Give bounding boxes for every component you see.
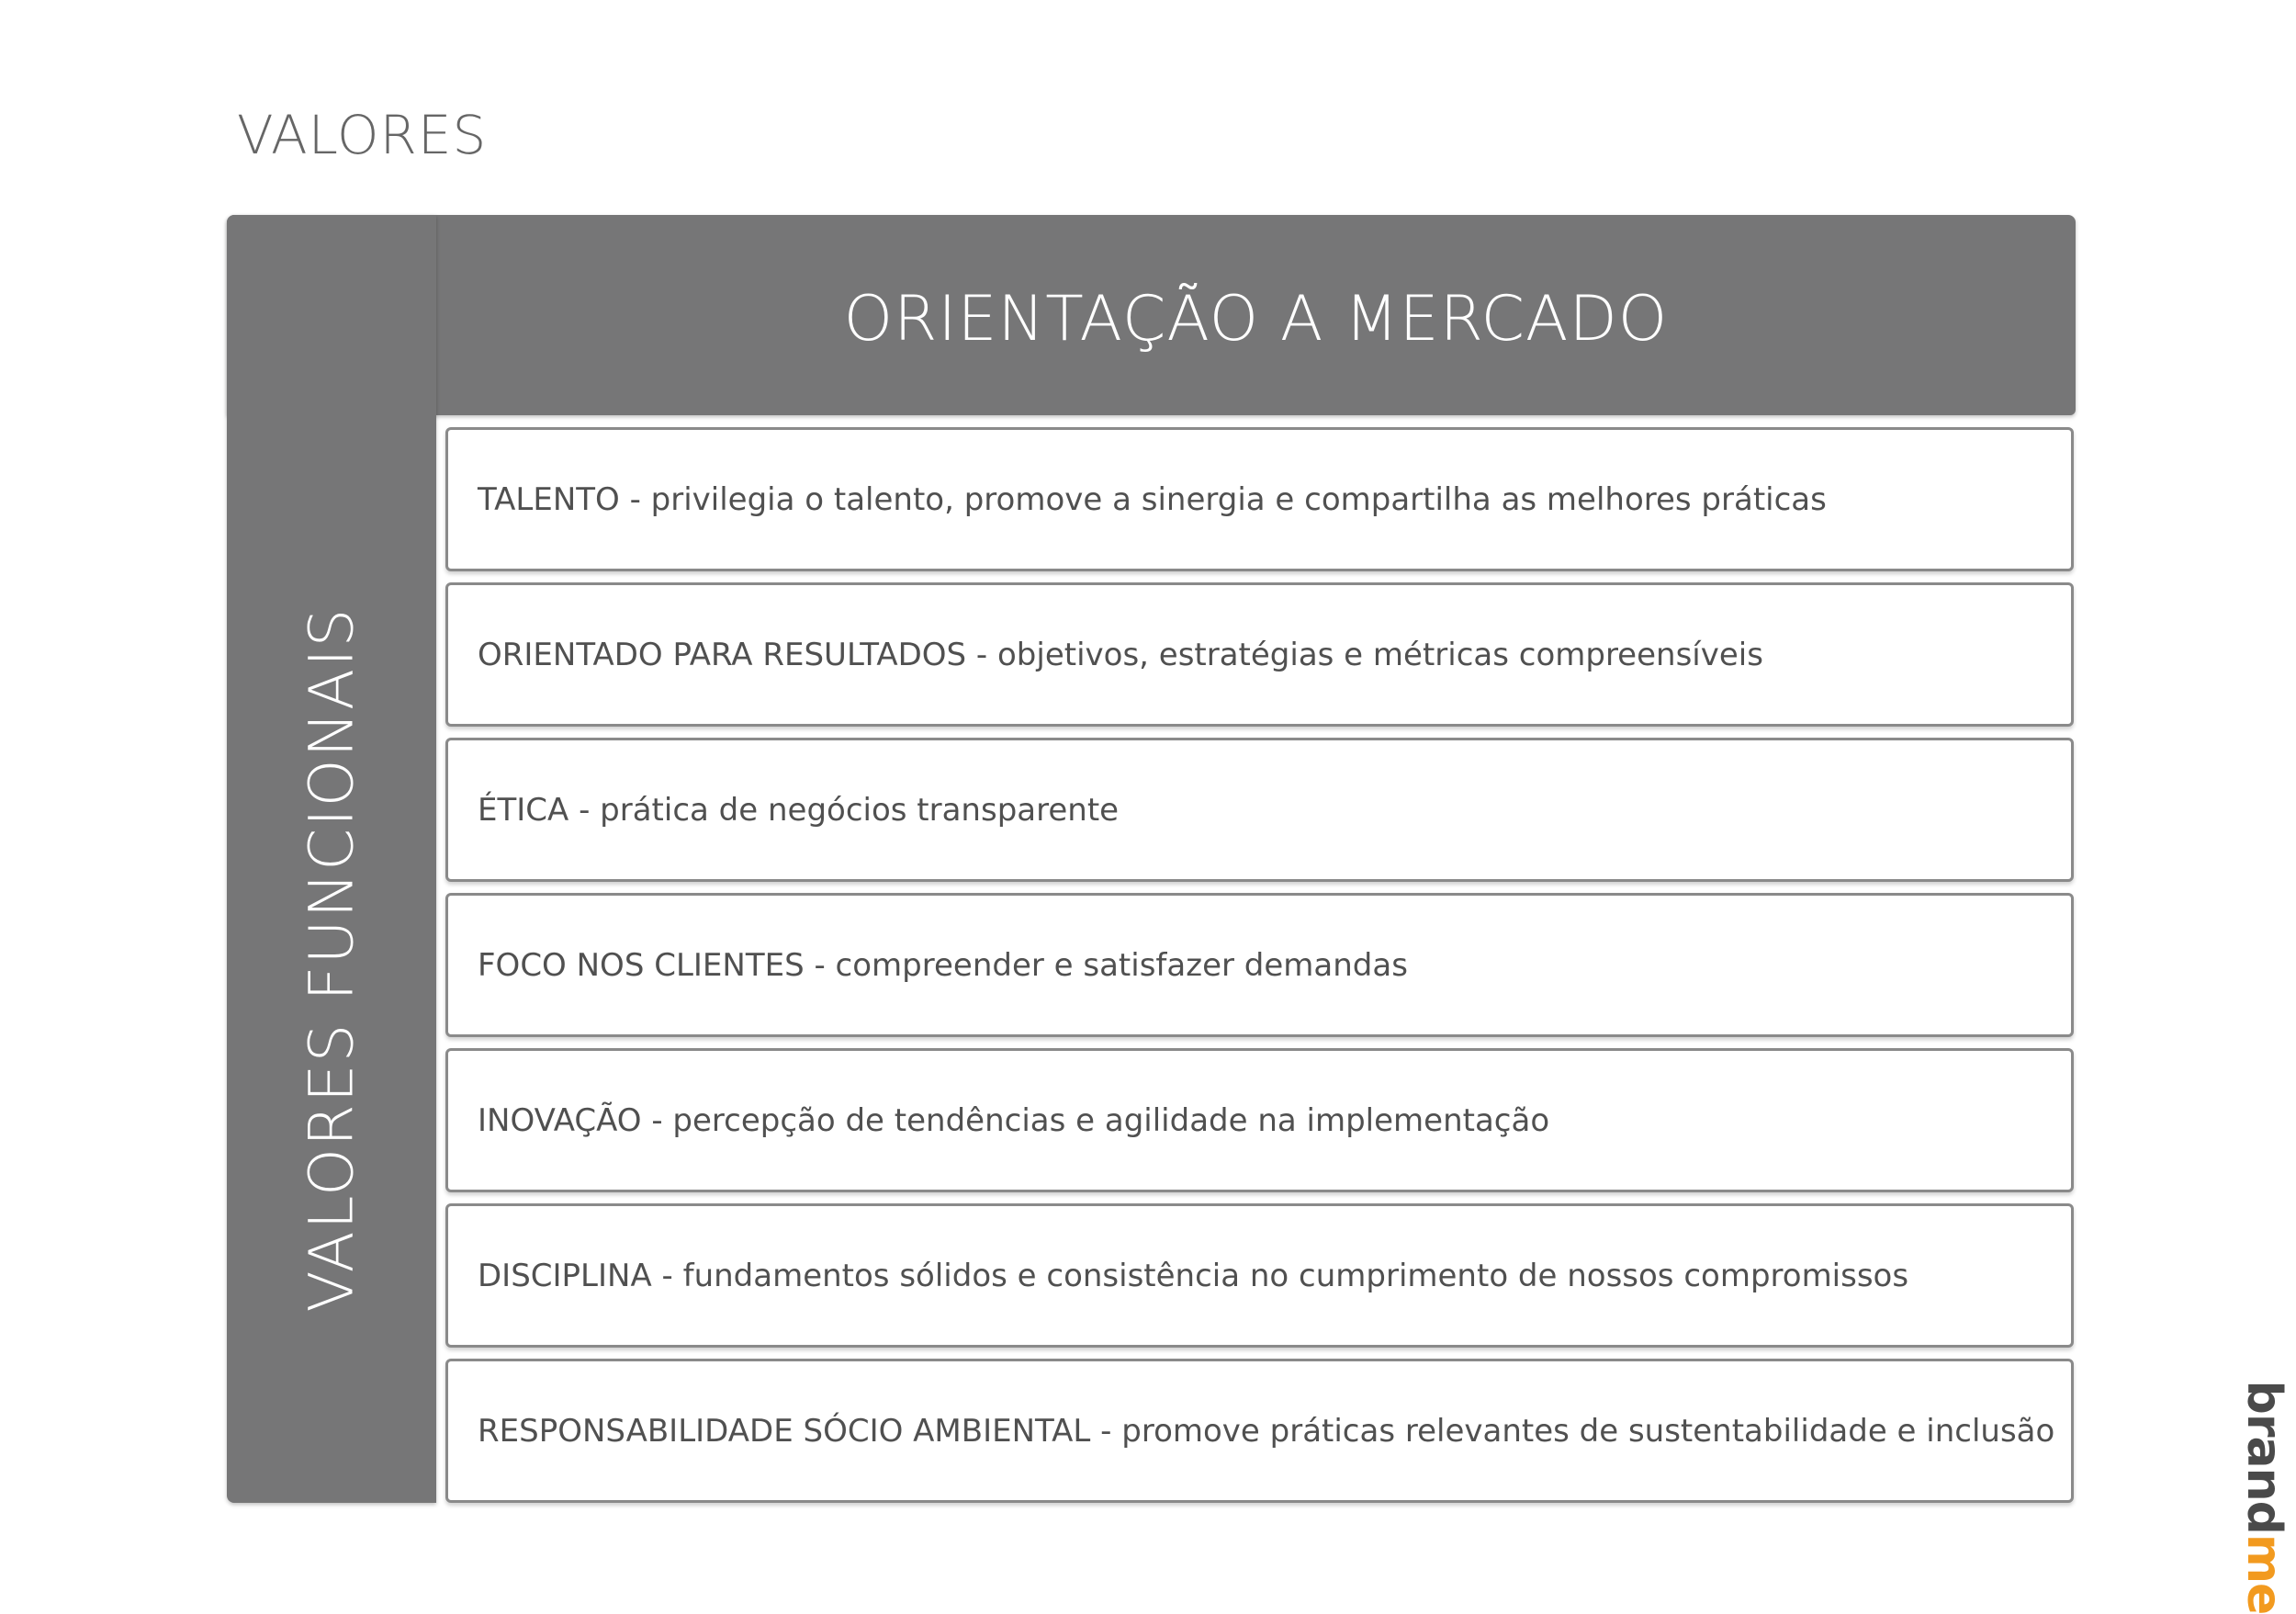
side-label: VALORES FUNCIONAIS [296, 606, 367, 1312]
value-item-resultados: ORIENTADO PARA RESULTADOS - objetivos, estratégias e métricas compreensíveis [445, 582, 2074, 727]
value-item-inovacao: INOVAÇÃO - percepção de tendências e agilidade na implementação [445, 1048, 2074, 1192]
values-diagram [227, 215, 2076, 1503]
brandme-logo [2232, 1380, 2296, 1614]
value-item-disciplina: DISCIPLINA - fundamentos sólidos e consistência no cumprimento de nossos compromissos [445, 1203, 2074, 1348]
value-item-talento: TALENTO - privilegia o talento, promove a sinergia e compartilha as melhores práticas [445, 427, 2074, 571]
page-title: VALORES [237, 104, 488, 166]
logo-text [2236, 1381, 2291, 1614]
header-title: ORIENTAÇÃO A MERCADO [843, 282, 1669, 356]
value-item-foco-clientes: FOCO NOS CLIENTES - compreender e satisfazer demandas [445, 893, 2074, 1037]
side-label-container [227, 415, 436, 1503]
values-list [445, 427, 2074, 1503]
value-item-responsabilidade: RESPONSABILIDADE SÓCIO AMBIENTAL - promove práticas relevantes de sustentabilidade e inclusão [445, 1359, 2074, 1503]
logo-part-brand: brand [2236, 1380, 2291, 1534]
logo-part-me: me [2236, 1533, 2291, 1614]
value-item-etica: ÉTICA - prática de negócios transparente [445, 738, 2074, 882]
